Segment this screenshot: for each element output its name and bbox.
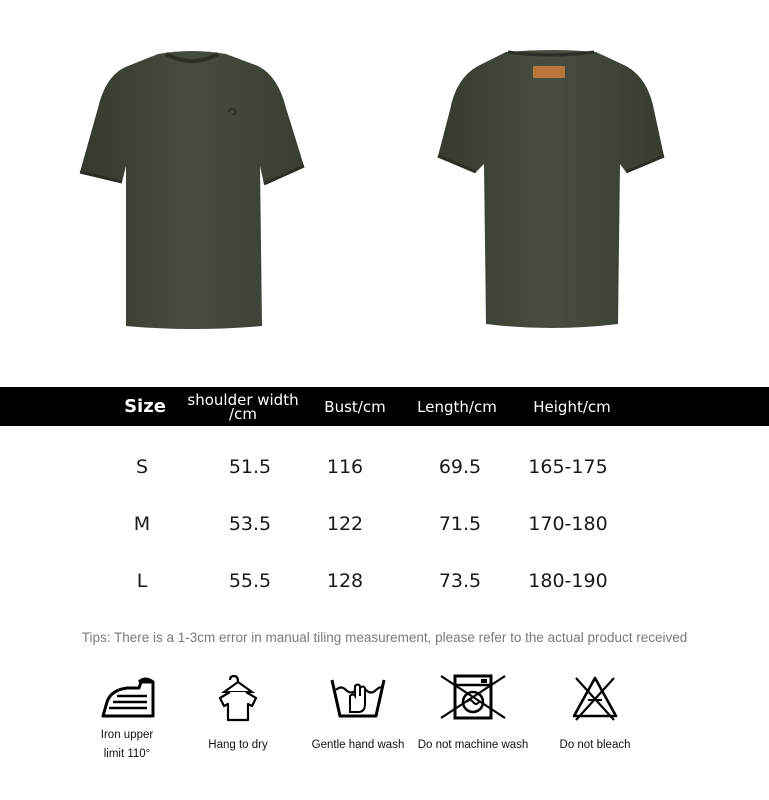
- cell-length: 71.5: [438, 513, 482, 535]
- header-shoulder-line2: /cm: [229, 404, 257, 423]
- header-size: Size: [124, 395, 166, 417]
- iron-icon: [97, 672, 157, 722]
- cell-size: M: [133, 513, 151, 535]
- measurement-tip: Tips: There is a 1-3cm error in manual tiling measurement, please refer to the actual product received: [81, 630, 688, 645]
- cell-size: S: [135, 456, 149, 478]
- cell-height: 180-190: [528, 570, 608, 592]
- hand-wash-icon: [328, 672, 388, 722]
- cell-bust: 128: [326, 570, 364, 592]
- header-shoulder-line1: shoulder width: [187, 390, 299, 409]
- cell-height: 165-175: [528, 456, 608, 478]
- product-photos: [0, 0, 769, 380]
- care-item-hang: [168, 672, 308, 755]
- header-length: Length/cm: [417, 397, 497, 416]
- cell-height: 170-180: [528, 513, 608, 535]
- cell-shoulder: 55.5: [228, 570, 272, 592]
- table-row: [0, 452, 769, 482]
- care-label: Do not machine wash: [417, 739, 529, 751]
- cell-bust: 116: [326, 456, 364, 478]
- header-bust: Bust/cm: [324, 397, 386, 416]
- tshirt-front-image: [78, 48, 306, 330]
- care-label: Gentle hand wash: [311, 739, 405, 751]
- header-shoulder: [178, 387, 308, 426]
- care-label: Do not bleach: [559, 739, 631, 751]
- care-label: Iron upper: [100, 729, 154, 741]
- care-label: Hang to dry: [208, 739, 268, 751]
- care-label: limit 110°: [103, 748, 151, 760]
- cell-shoulder: 53.5: [228, 513, 272, 535]
- cell-length: 73.5: [438, 570, 482, 592]
- label-patch: [533, 66, 565, 78]
- no-machine-wash-icon: [439, 672, 507, 722]
- header-height: Height/cm: [533, 397, 611, 416]
- hanger-shirt-icon: [216, 672, 260, 722]
- care-item-no-bleach: [525, 672, 665, 755]
- cell-length: 69.5: [438, 456, 482, 478]
- size-table-header: [0, 387, 769, 426]
- no-bleach-icon: [570, 672, 620, 722]
- cell-bust: 122: [326, 513, 364, 535]
- cell-shoulder: 51.5: [228, 456, 272, 478]
- table-row: [0, 566, 769, 596]
- table-row: [0, 509, 769, 539]
- cell-size: L: [136, 570, 148, 592]
- care-item-no-machine-wash: [403, 672, 543, 755]
- tshirt-back-image: [436, 48, 666, 330]
